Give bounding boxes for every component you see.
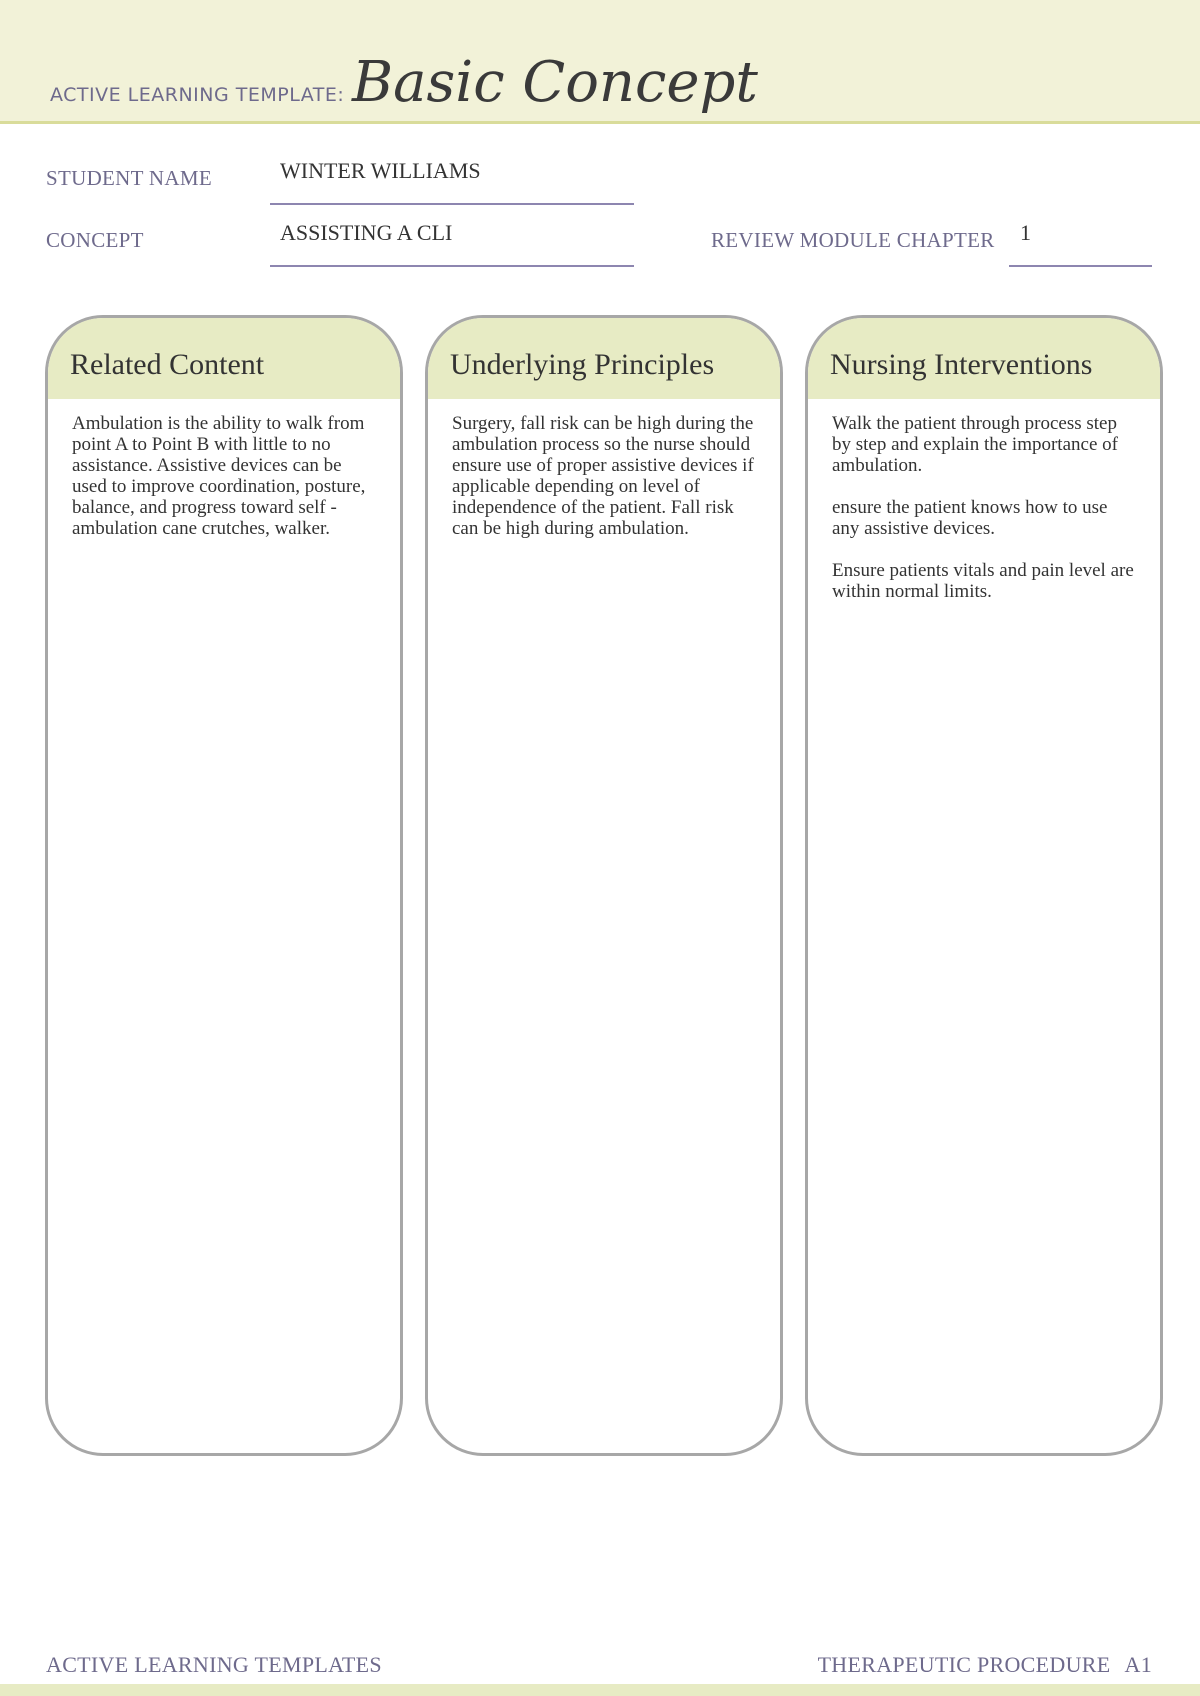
review-module-underline (1009, 265, 1152, 267)
panel-title: Related Content (48, 318, 400, 399)
review-module-field[interactable]: 1 (1020, 220, 1031, 245)
footer-category (818, 1652, 1152, 1678)
nursing-interventions-panel (805, 315, 1163, 1456)
template-title: Basic Concept (352, 50, 758, 115)
panel-paragraph: Surgery, fall risk can be high during the ambulation process so the nurse should ensure use of proper assistive devices if applicable depending on level of independence of the patient. Fall risk can be high during ambulation. (452, 413, 754, 539)
panel-body[interactable] (808, 399, 1160, 602)
footer-band (0, 1684, 1200, 1696)
related-content-panel (45, 315, 403, 1456)
footer-series-title: ACTIVE LEARNING TEMPLATES (46, 1652, 382, 1677)
panel-paragraph: ensure the patient knows how to use any assistive devices. (832, 497, 1108, 539)
panel-body[interactable] (428, 399, 780, 539)
concept-label: CONCEPT (46, 228, 144, 252)
footer-category-label: THERAPEUTIC PROCEDURE (817, 1652, 1111, 1677)
panel-paragraph: Walk the patient through process step by step and explain the importance of ambulation. (832, 413, 1118, 476)
student-name-field[interactable]: WINTER WILLIAMS (280, 158, 481, 183)
underlying-principles-panel (425, 315, 783, 1456)
panel-paragraph: Ensure patients vitals and pain level are within normal limits. (832, 560, 1134, 602)
concept-field[interactable]: ASSISTING A CLI (280, 220, 453, 245)
panel-title: Underlying Principles (428, 318, 780, 399)
review-module-label: REVIEW MODULE CHAPTER (711, 228, 995, 252)
student-name-label: STUDENT NAME (46, 166, 212, 190)
panel-paragraph: Ambulation is the ability to walk from point A to Point B with little to no assistance. Assistive devices can be used to improve coordination, posture, balance, and progress toward self -ambulation cane crutches, walker. (72, 413, 366, 539)
student-name-underline (270, 203, 634, 205)
panel-body[interactable] (48, 399, 400, 539)
template-kicker: ACTIVE LEARNING TEMPLATE: (50, 84, 345, 106)
footer-code: A1 (1124, 1652, 1152, 1677)
concept-underline (270, 265, 634, 267)
panel-title: Nursing Interventions (808, 318, 1160, 399)
